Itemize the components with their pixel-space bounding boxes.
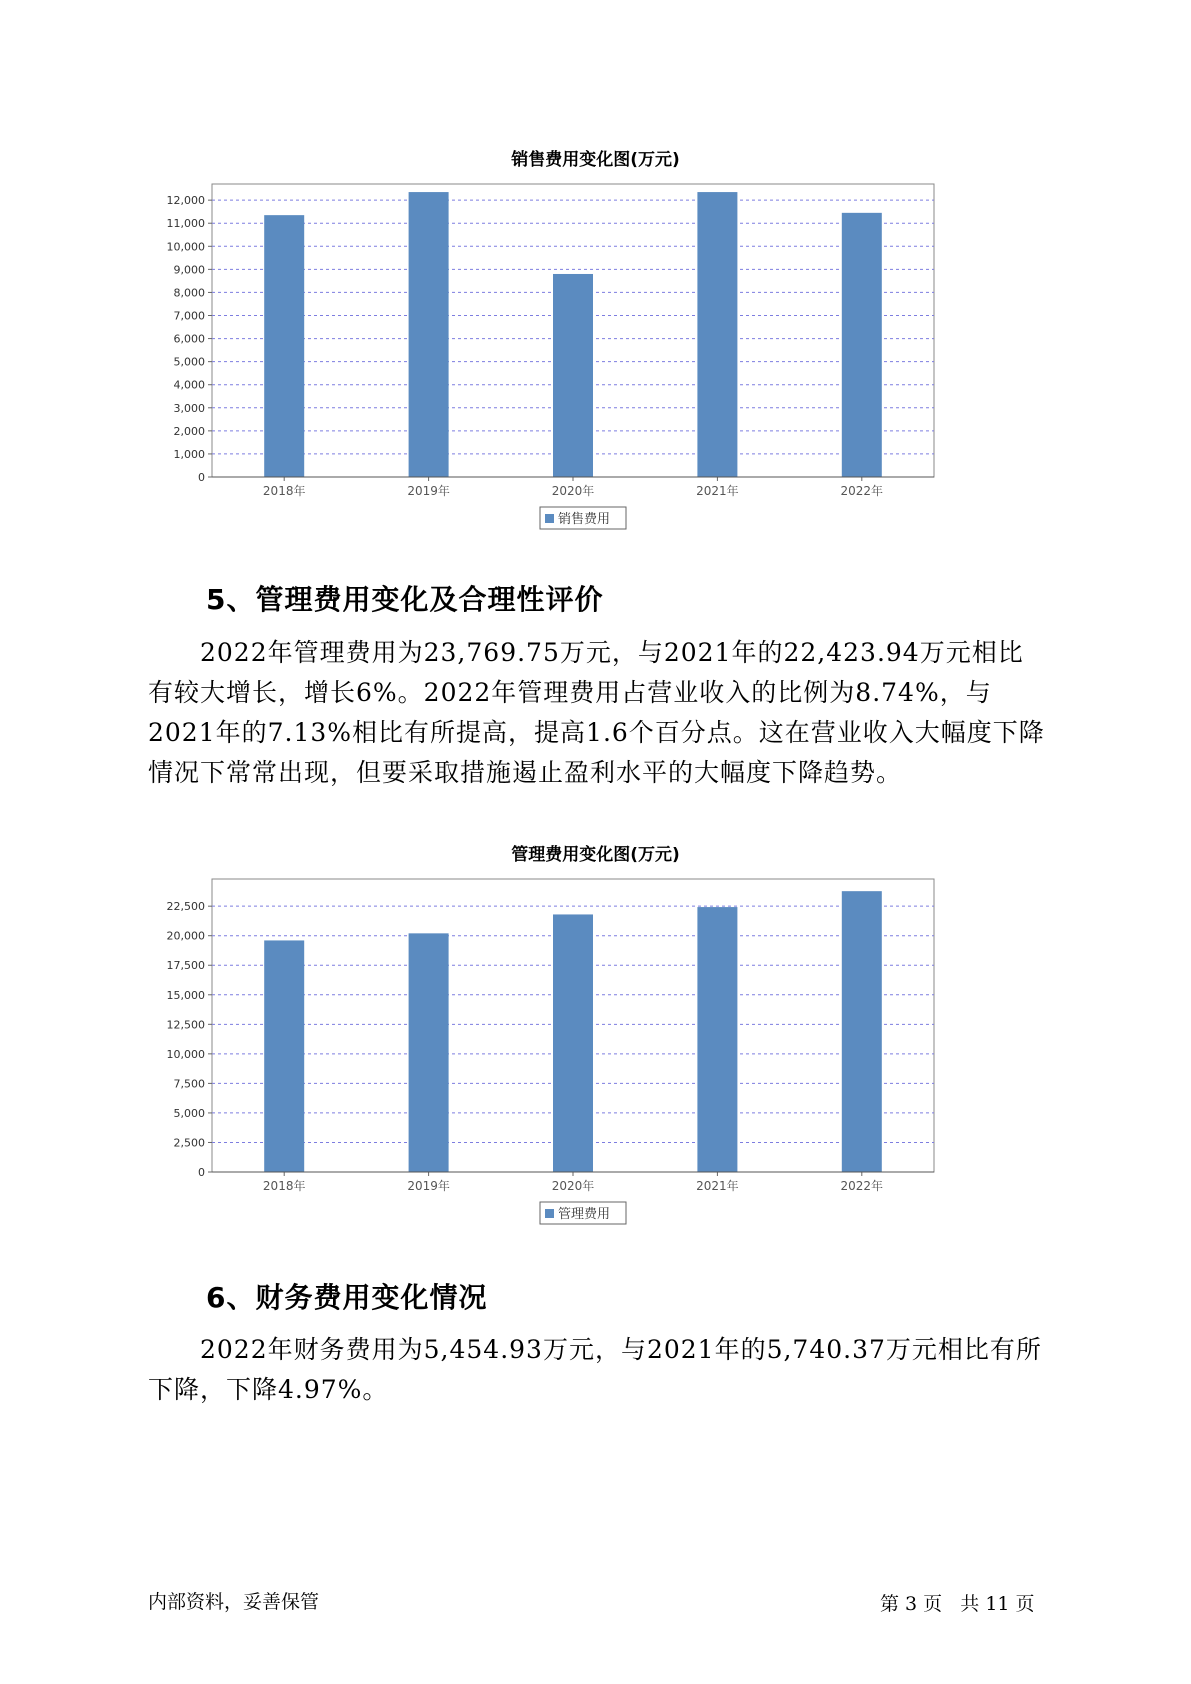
chart2-bar: [842, 891, 882, 1172]
footer-confidential-note: 内部资料，妥善保管: [148, 1591, 320, 1613]
chart1-ytick-label: 12,000: [166, 194, 205, 208]
chart2-ytick-label: 20,000: [166, 929, 205, 943]
chart1-bar: [553, 274, 593, 477]
section5-text: 2022年管理费用为23,769.75万元，与2021年的22,423.94万元相比有较大增长，增长6%。2022年管理费用占营业收入的比例为8.74%，与2021年的7.13%相比有所提高，提高1.6个百分点。这在营业收入大幅度下降情况下常常出现，但要采取措施遏止盈利水平的大幅度下降趋势。: [148, 638, 1045, 787]
chart2-xtick-label: 2022年: [840, 1179, 884, 1193]
chart2-ytick-label: 5,000: [173, 1106, 205, 1120]
chart1-ytick-label: 10,000: [166, 240, 205, 254]
chart2-xtick-label: 2020年: [551, 1179, 595, 1193]
chart1-xtick-label: 2020年: [551, 484, 595, 498]
chart1-ytick-label: 8,000: [173, 286, 205, 300]
chart2-ytick-label: 15,000: [166, 988, 205, 1002]
chart1-legend-swatch: [545, 514, 554, 523]
chart1-ytick-label: 5,000: [173, 355, 205, 369]
sales-expense-chart: [150, 170, 950, 550]
chart1-xtick-label: 2019年: [407, 484, 450, 498]
chart1-bar: [264, 215, 304, 477]
chart2-bar: [409, 933, 449, 1172]
chart2-ytick-label: 2,500: [173, 1136, 205, 1150]
chart1-xtick-label: 2022年: [840, 484, 884, 498]
chart1-bar: [409, 192, 449, 477]
chart1-legend-label: 销售费用: [558, 512, 611, 527]
chart2-xtick-label: 2018年: [262, 1179, 306, 1193]
chart1-ytick-label: 1,000: [173, 447, 205, 461]
chart2-ytick-label: 17,500: [166, 959, 205, 973]
chart1-xtick-label: 2021年: [696, 484, 739, 498]
chart1-ytick-label: 11,000: [166, 217, 205, 231]
chart2-legend-swatch: [545, 1209, 554, 1218]
chart2-ytick-label: 0: [198, 1166, 205, 1179]
chart2-bar: [264, 940, 304, 1172]
section5-heading: 5、管理费用变化及合理性评价: [206, 583, 604, 616]
chart1-ytick-label: 6,000: [173, 332, 205, 346]
chart1-ytick-label: 3,000: [173, 401, 205, 415]
chart2-bar: [553, 914, 593, 1172]
chart1-ytick-label: 9,000: [173, 263, 205, 277]
chart2-legend-label: 管理费用: [558, 1207, 611, 1222]
chart2-xtick-label: 2021年: [696, 1179, 739, 1193]
chart1-ytick-label: 0: [198, 471, 205, 484]
chart2-bar: [697, 907, 737, 1172]
chart1-ytick-label: 7,000: [173, 309, 205, 323]
chart2-title: 管理费用变化图(万元): [511, 845, 680, 865]
chart2-ytick-label: 12,500: [166, 1018, 205, 1032]
section5-paragraph: [148, 633, 1048, 793]
chart1-bar: [842, 213, 882, 477]
chart2-ytick-label: 10,000: [166, 1047, 205, 1061]
footer-page-number: 第 3 页 共 11 页: [880, 1593, 1035, 1615]
chart1-title: 销售费用变化图(万元): [511, 150, 680, 170]
chart1-ytick-label: 2,000: [173, 424, 205, 438]
chart2-ytick-label: 7,500: [173, 1077, 205, 1091]
section6-heading: 6、财务费用变化情况: [206, 1281, 488, 1314]
chart1-ytick-label: 4,000: [173, 378, 205, 392]
section6-text: 2022年财务费用为5,454.93万元，与2021年的5,740.37万元相比有所下降，下降4.97%。: [148, 1335, 1042, 1404]
chart1-bar: [697, 192, 737, 477]
chart2-xtick-label: 2019年: [407, 1179, 450, 1193]
chart2-ytick-label: 22,500: [166, 900, 205, 914]
section6-paragraph: [148, 1330, 1048, 1410]
admin-expense-chart: [150, 865, 950, 1245]
chart1-xtick-label: 2018年: [262, 484, 306, 498]
